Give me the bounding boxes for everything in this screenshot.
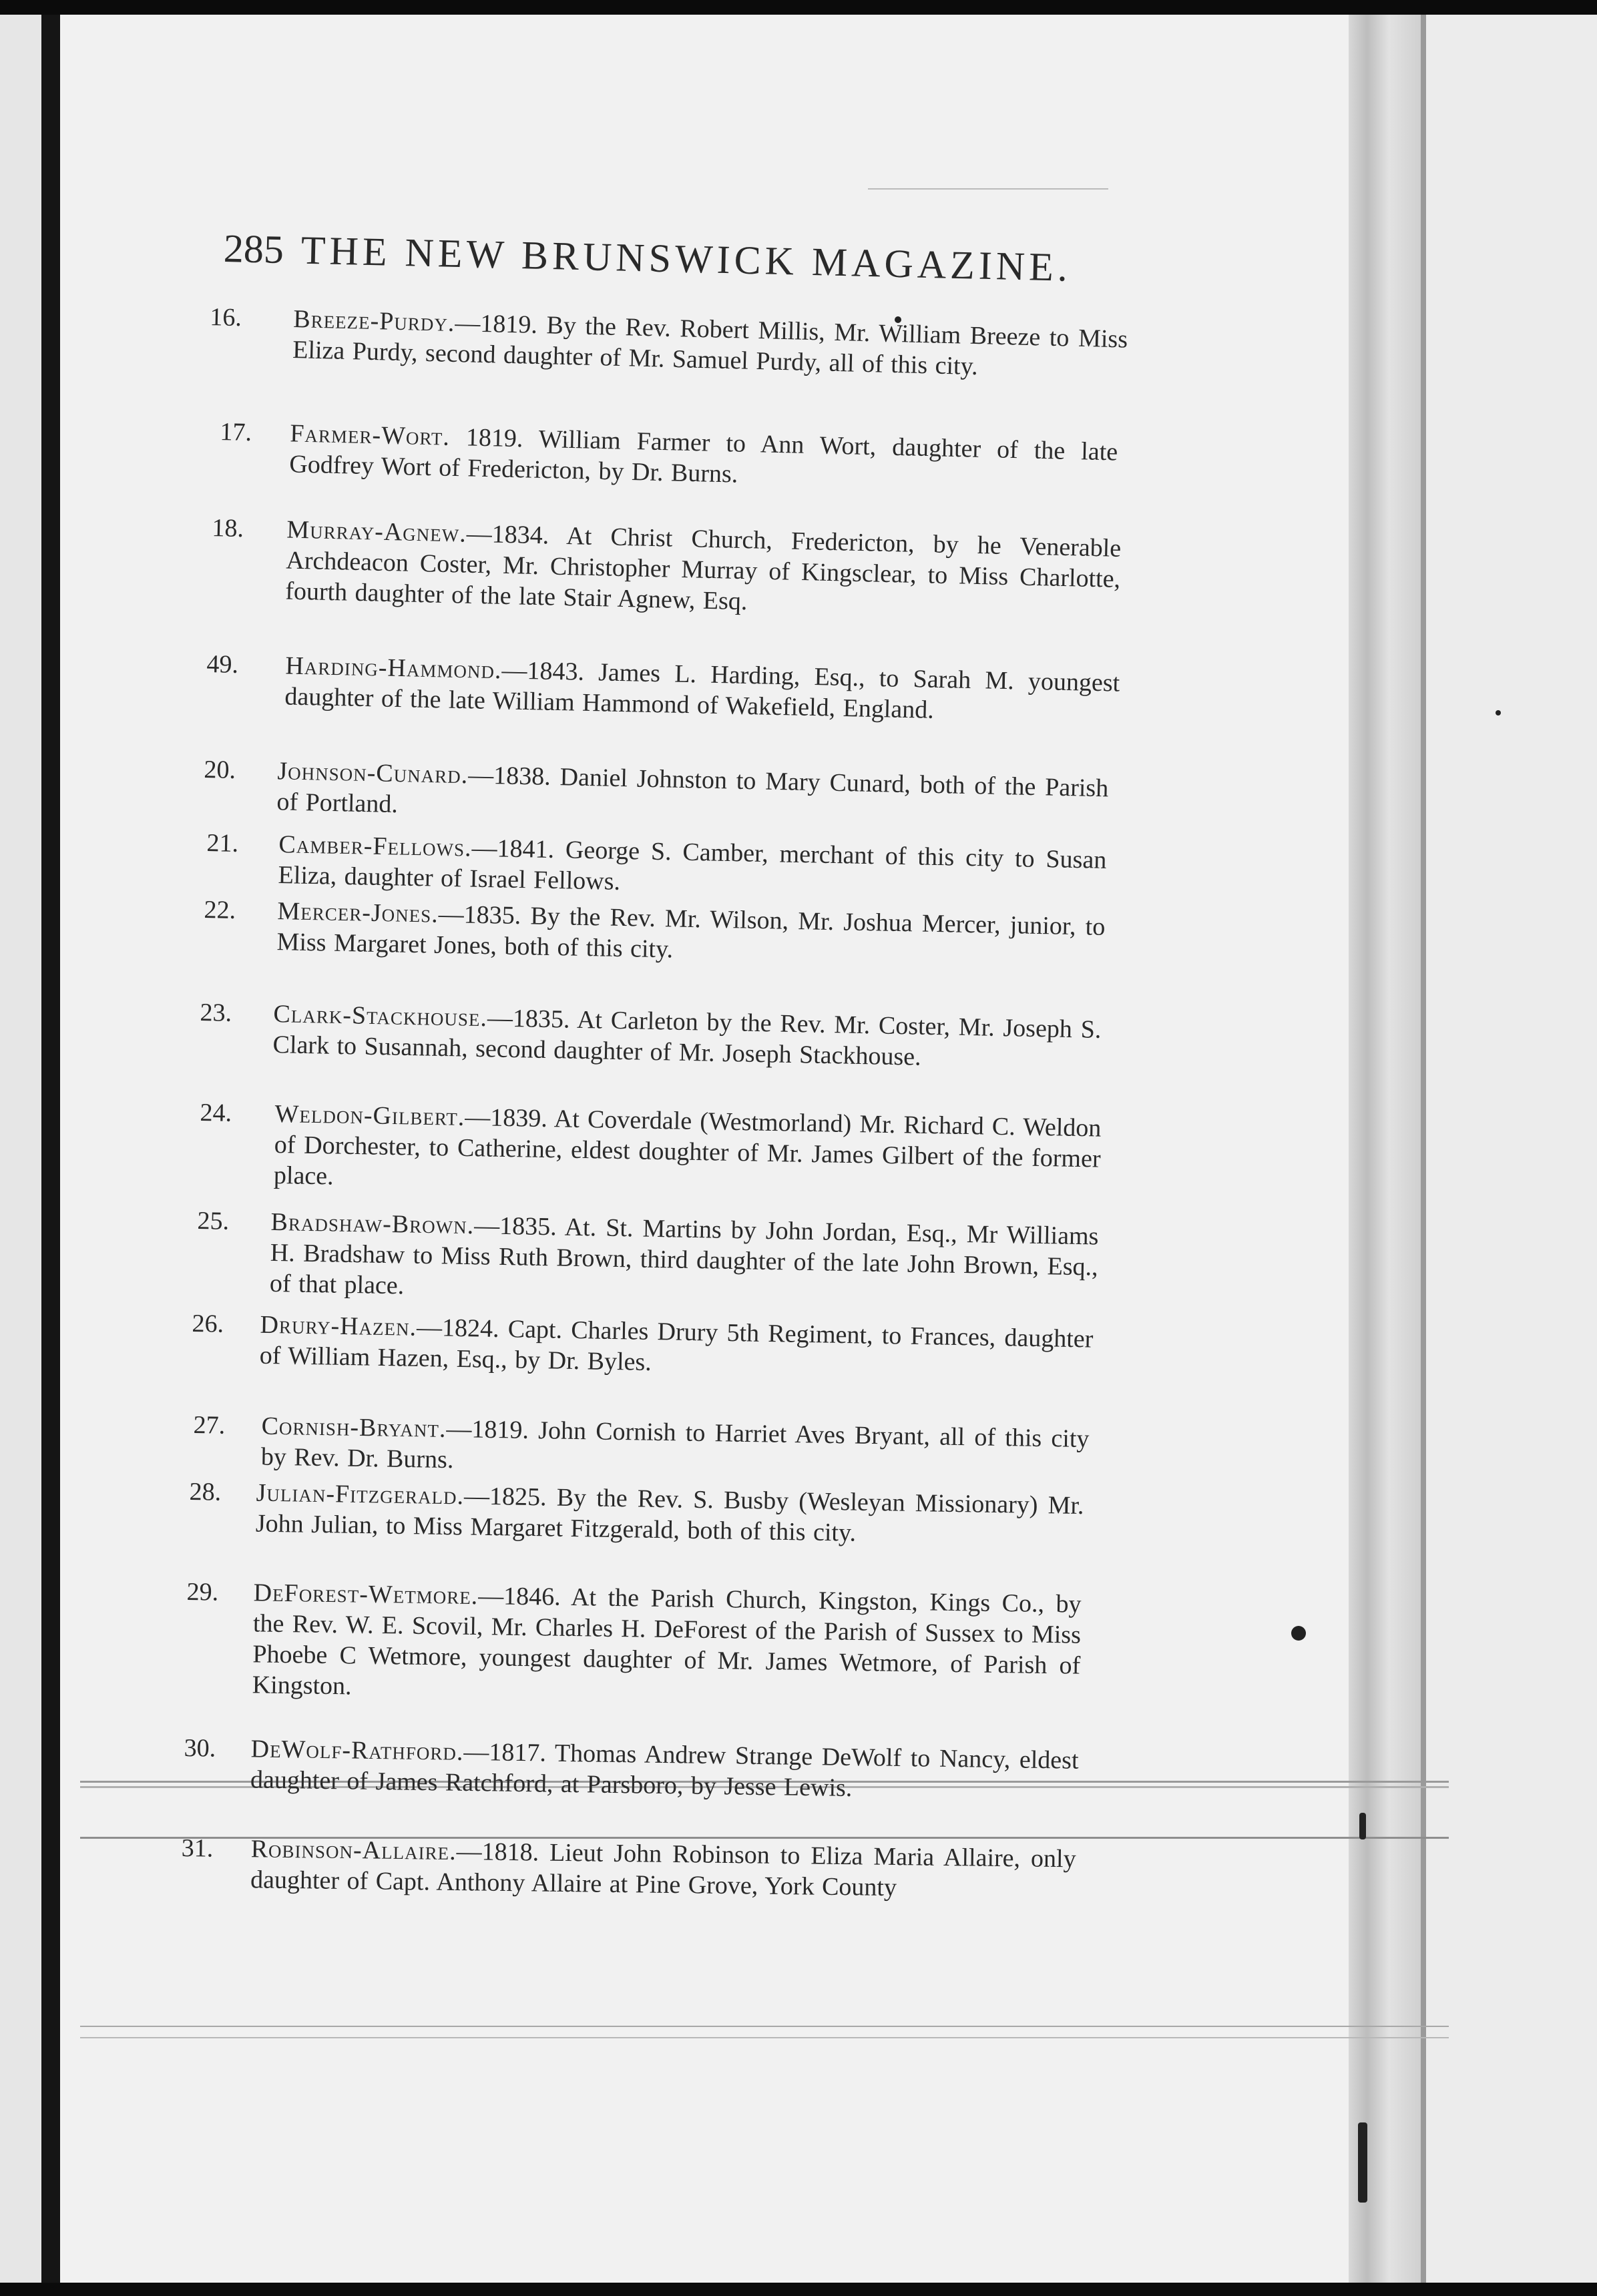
entry-number: 24. <box>200 1098 232 1127</box>
entry-text: —1835. At. St. Martins by John Jordan, Esq., Mr Williams H. Bradshaw to Miss Ruth Brown, third daughter of the late John Brown, Esq., of that place. <box>269 1211 1099 1300</box>
entry-names: Cornish-Bryant. <box>261 1412 447 1443</box>
entry-number: 49. <box>206 649 239 679</box>
entry-names: Bradshaw-Brown. <box>270 1207 475 1240</box>
entry-text: —1839. At Coverdale (Westmorland) Mr. Richard C. Weldon of Dorchester, to Catherine, eldest doughter of Mr. James Gilbert of the former place. <box>273 1103 1102 1191</box>
entry-names: Murray-Agnew. <box>286 515 467 548</box>
entry-names: Clark-Stackhouse. <box>273 1000 488 1033</box>
entry-text: —1838. Daniel Johnston to Mary Cunard, both of the Parish of Portland. <box>276 761 1109 819</box>
entry-number: 17. <box>220 417 252 447</box>
entry-text: —1835. By the Rev. Mr. Wilson, Mr. Joshua Mercer, junior, to Miss Margaret Jones, both of this city. <box>276 900 1106 964</box>
entry-names: Julian-Fitzgerald. <box>256 1478 465 1510</box>
entry-number: 23. <box>200 998 232 1027</box>
entry-number: 27. <box>193 1410 226 1440</box>
entry-names: Drury-Hazen. <box>260 1310 417 1342</box>
entry-names: Mercer-Jones. <box>277 897 439 928</box>
entry-names: Farmer-Wort. <box>289 419 451 451</box>
entry-text: —1843. James L. Harding, Esq., to Sarah M. youngest daughter of the late William Hammond of Wakefield, England. <box>284 656 1120 724</box>
entry-text: —1835. At Carleton by the Rev. Mr. Coster, Mr. Joseph S. Clark to Susannah, second daughter of Mr. Joseph Stackhouse. <box>272 1004 1102 1071</box>
entry-text: —1818. Lieut John Robinson to Eliza Maria Allaire, only daughter of Capt. Anthony Allaire at Pine Grove, York County <box>250 1837 1076 1902</box>
entry-names: DeForest-Wetmore. <box>253 1579 479 1611</box>
entry-number: 21. <box>206 828 239 858</box>
entry-number: 29. <box>186 1577 219 1607</box>
entry-number: 18. <box>212 513 244 543</box>
entry-number: 20. <box>204 755 236 784</box>
entry-text: —1825. By the Rev. S. Busby (Wesleyan Missionary) Mr. John Julian, to Miss Margaret Fitzgerald, both of this city. <box>255 1482 1084 1547</box>
entry-number: 28. <box>189 1477 222 1506</box>
entry-number: 22. <box>204 895 236 924</box>
entry-text: —1846. At the Parish Church, Kingston, Kings Co., by the Rev. W. E. Scovil, Mr. Charles H. DeForest of the Parish of Sussex to Miss Phoebe C Wetmore, youngest daughter of Mr. James Wetmore, of Parish of Kingston. <box>252 1582 1082 1701</box>
entry-names: Weldon-Gilbert. <box>274 1099 465 1131</box>
entry-number: 30. <box>184 1733 216 1763</box>
entry-names: Robinson-Allaire. <box>250 1835 457 1866</box>
magazine-title: THE NEW BRUNSWICK MAGAZINE. <box>300 228 1072 290</box>
entry-text: —1819. By the Rev. Robert Millis, Mr. William Breeze to Miss Eliza Purdy, second daughter of Mr. Samuel Purdy, all of this city. <box>292 308 1128 381</box>
entry-number: 26. <box>192 1309 224 1338</box>
entry-text: 1819. William Farmer to Ann Wort, daughter of the late Godfrey Wort of Fredericton, by Dr. Burns. <box>288 422 1118 489</box>
entry-text: —1824. Capt. Charles Drury 5th Regiment, to Frances, daughter of William Hazen, Esq., by Dr. Byles. <box>259 1313 1094 1377</box>
entry-text: —1841. George S. Camber, merchant of this city to Susan Eliza, daughter of Israel Fellows. <box>278 834 1107 896</box>
entry-text: —1817. Thomas Andrew Strange DeWolf to Nancy, eldest daughter of James Ratchford, at Parsboro, by Jesse Lewis. <box>250 1737 1079 1802</box>
entry-number: 31. <box>181 1833 214 1863</box>
entry-names: Johnson-Cunard. <box>277 757 469 790</box>
entry-text: —1819. John Cornish to Harriet Aves Bryant, all of this city by Rev. Dr. Burns. <box>260 1414 1090 1474</box>
entry-names: DeWolf-Rathford. <box>250 1735 464 1766</box>
entry-number: 16. <box>209 302 242 332</box>
entry-names: Camber-Fellows. <box>278 830 473 862</box>
page-number: 285 <box>223 226 284 272</box>
entry-number: 25. <box>197 1206 230 1235</box>
entry-names: Breeze-Purdy. <box>292 305 455 337</box>
entry-text: —1834. At Christ Church, Fredericton, by he Venerable Archdeacon Coster, Mr. Christopher Murray of Kingsclear, to Miss Charlotte, fourth daughter of the late Stair Agnew, Esq. <box>284 519 1122 616</box>
entry-names: Harding-Hammond. <box>285 651 502 685</box>
